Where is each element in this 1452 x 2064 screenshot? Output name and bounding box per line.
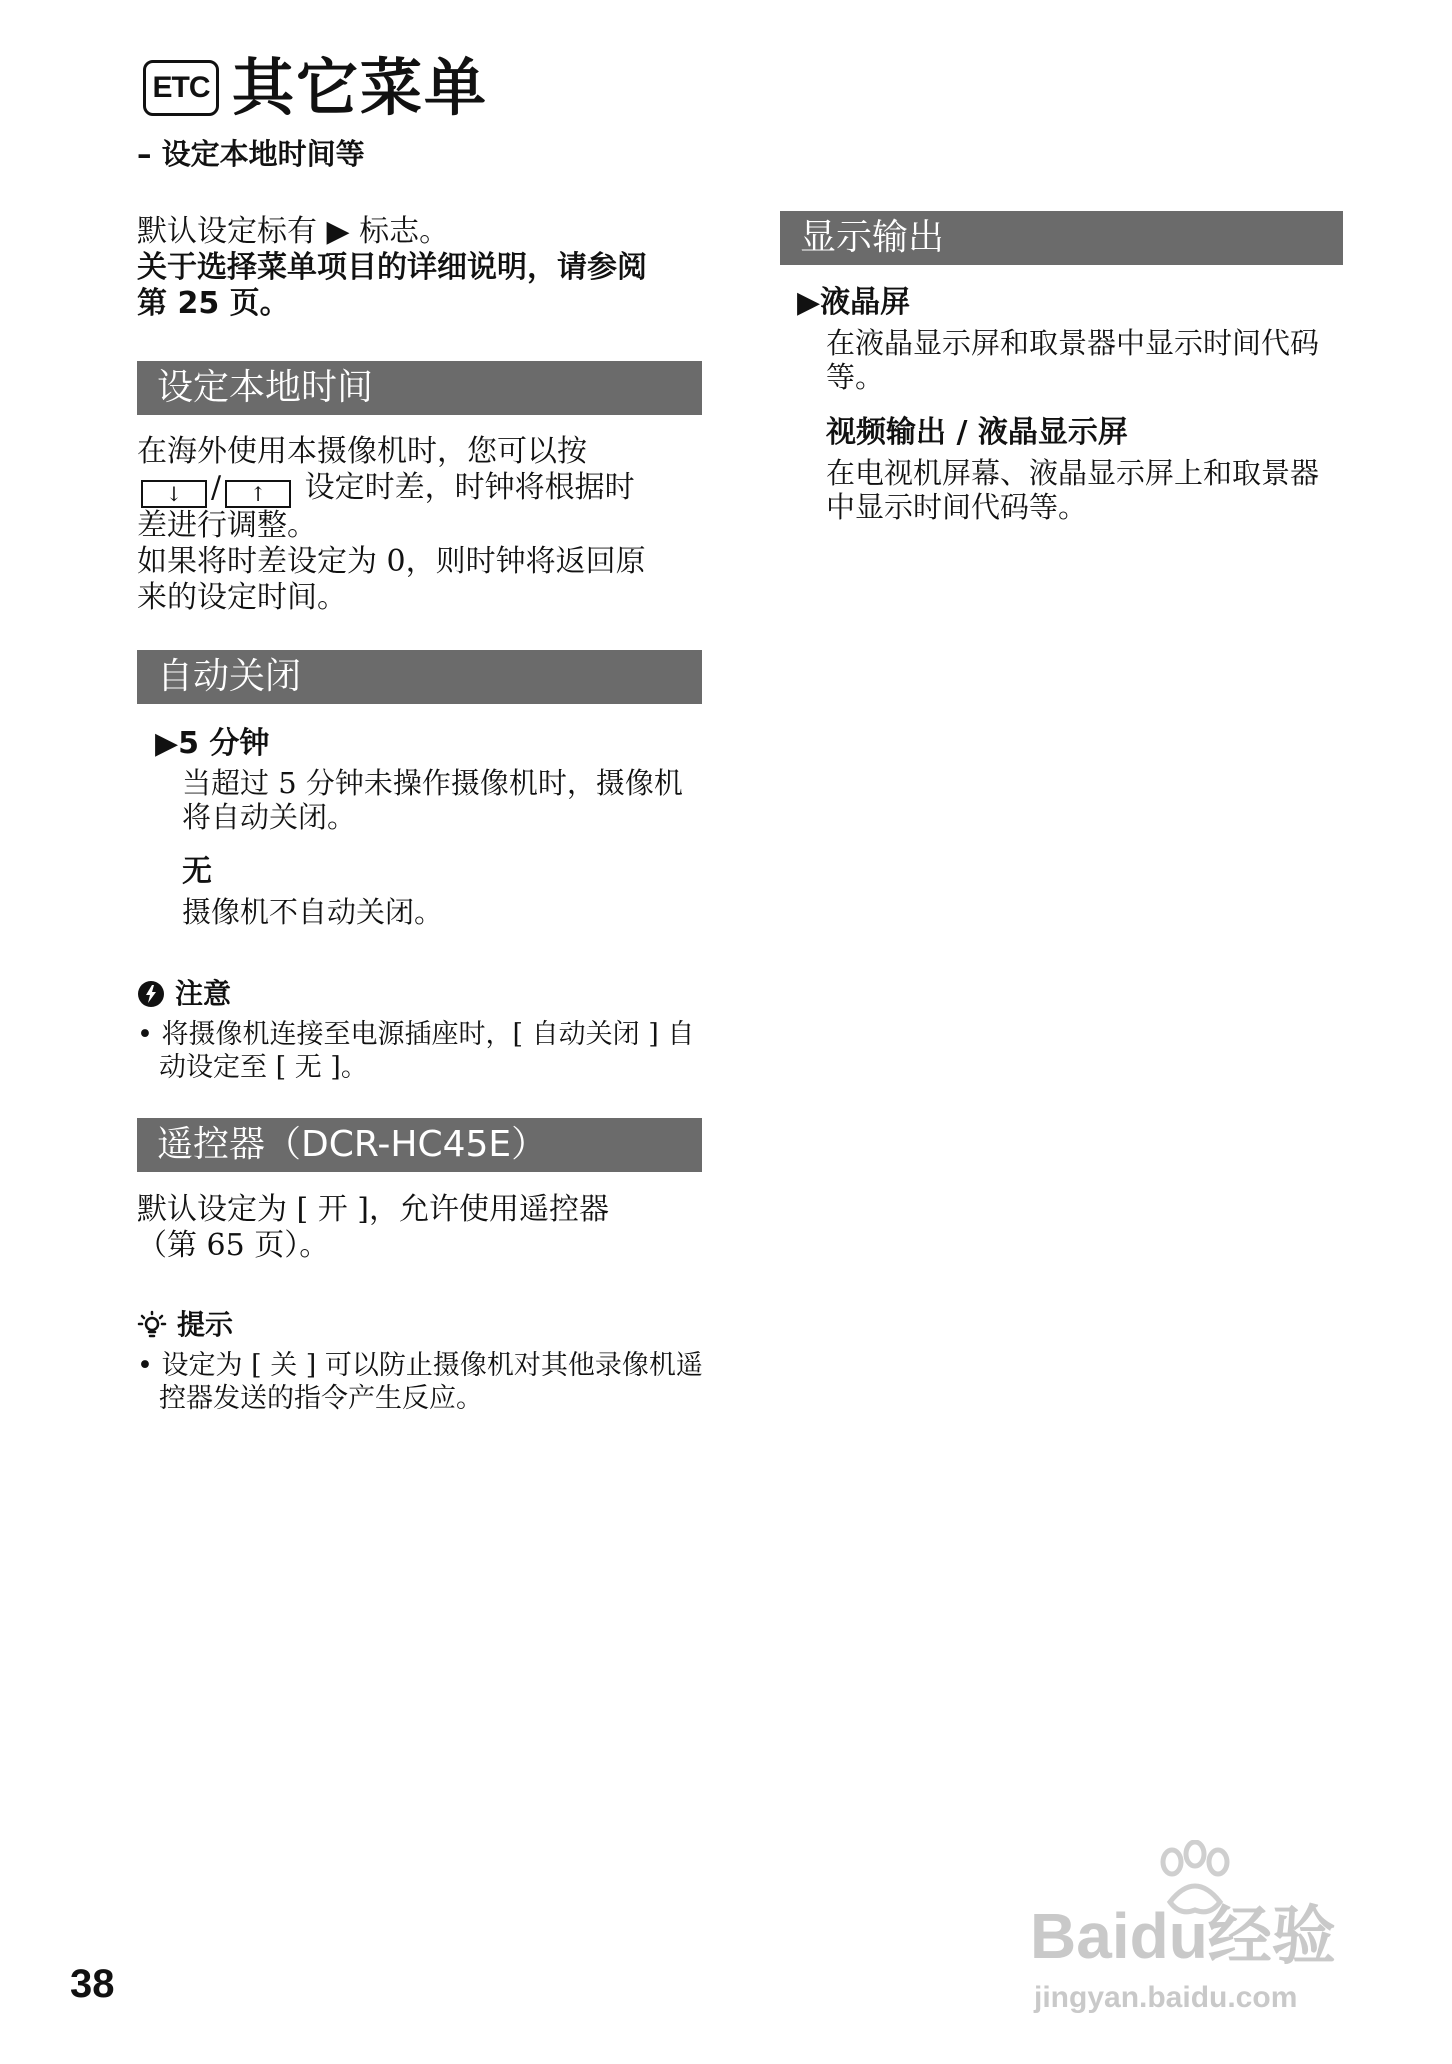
intro-line-1: 默认设定标有 ▶ 标志。: [137, 214, 450, 249]
watermark-brand: Baidu经验: [1030, 1900, 1336, 1972]
local-time-line-4: 如果将时差设定为 0，则时钟将返回原: [137, 544, 646, 579]
note-heading: [137, 977, 231, 1011]
option-desc-line-2: 将自动关闭。: [182, 800, 357, 834]
display-option-video-lcd: [826, 415, 1356, 451]
tip-line-1: • 设定为 [ 关 ] 可以防止摄像机对其他录像机遥: [137, 1350, 703, 1381]
display-option-lcd: [797, 285, 1357, 321]
page-subtitle: – 设定本地时间等: [137, 137, 365, 171]
local-time-line-2-text: 设定时差，时钟将根据时: [304, 470, 635, 505]
auto-off-option-5min: [155, 726, 715, 762]
option-desc-line-1: 在液晶显示屏和取景器中显示时间代码: [826, 326, 1320, 360]
note-line-2: 动设定至 [ 无 ]。: [159, 1052, 368, 1083]
note-body: [137, 1018, 717, 1084]
option-title: ▶5 分钟: [155, 726, 270, 761]
remote-line-1: 默认设定为 [ 开 ]，允许使用遥控器: [137, 1192, 610, 1227]
local-time-body: [137, 434, 702, 616]
tip-label: 提示: [177, 1308, 234, 1341]
tip-heading: [137, 1308, 233, 1342]
section-header-display-output: 显示输出: [780, 211, 1343, 265]
option-desc-line-2: 中显示时间代码等。: [826, 490, 1088, 524]
section-header-local-time: 设定本地时间: [137, 361, 702, 415]
down-key-icon: ↓: [141, 480, 207, 508]
local-time-line-2: [137, 470, 702, 508]
intro-line-2: 关于选择菜单项目的详细说明，请参阅: [137, 250, 647, 285]
remote-line-2: （第 65 页）。: [137, 1228, 330, 1263]
remote-body: [137, 1192, 702, 1264]
baidu-watermark: [1030, 1840, 1390, 2030]
option-desc-line-2: 等。: [826, 360, 885, 394]
option-desc: 摄像机不自动关闭。: [182, 895, 444, 929]
option-title: 视频输出 / 液晶显示屏: [826, 415, 1128, 450]
option-desc-line-1: 在电视机屏幕、液晶显示屏上和取景器: [826, 456, 1320, 490]
etc-icon: ETC: [143, 60, 219, 116]
auto-off-option-none-desc: [182, 895, 722, 929]
page-title: 其它菜单: [232, 51, 489, 124]
intro: [137, 214, 702, 322]
up-key-icon: ↑: [225, 480, 291, 508]
section-header-remote: 遥控器（DCR-HC45E）: [137, 1118, 702, 1172]
option-title: 无: [182, 854, 212, 889]
intro-line-3: 第 25 页。: [137, 286, 290, 321]
display-option-video-lcd-desc: [826, 456, 1356, 524]
note-label: 注意: [175, 977, 232, 1010]
auto-off-option-5min-desc: [182, 766, 722, 834]
key-separator: /: [211, 470, 222, 505]
watermark-url: jingyan.baidu.com: [1034, 1981, 1298, 2014]
lightbulb-icon: [137, 1310, 167, 1340]
tip-body: [137, 1349, 717, 1415]
display-option-lcd-desc: [826, 326, 1356, 394]
option-title: ▶液晶屏: [797, 285, 911, 320]
local-time-line-5: 来的设定时间。: [137, 580, 347, 615]
auto-off-option-none: [182, 854, 212, 890]
section-header-auto-off: 自动关闭: [137, 650, 702, 704]
caution-icon: [137, 980, 165, 1008]
page-number: 38: [70, 1962, 115, 2006]
option-desc-line-1: 当超过 5 分钟未操作摄像机时，摄像机: [182, 766, 683, 800]
local-time-line-1: 在海外使用本摄像机时，您可以按: [137, 434, 587, 469]
local-time-line-3: 差进行调整。: [137, 508, 317, 543]
note-line-1: • 将摄像机连接至电源插座时，[ 自动关闭 ] 自: [137, 1019, 695, 1050]
tip-line-2: 控器发送的指令产生反应。: [159, 1383, 483, 1414]
